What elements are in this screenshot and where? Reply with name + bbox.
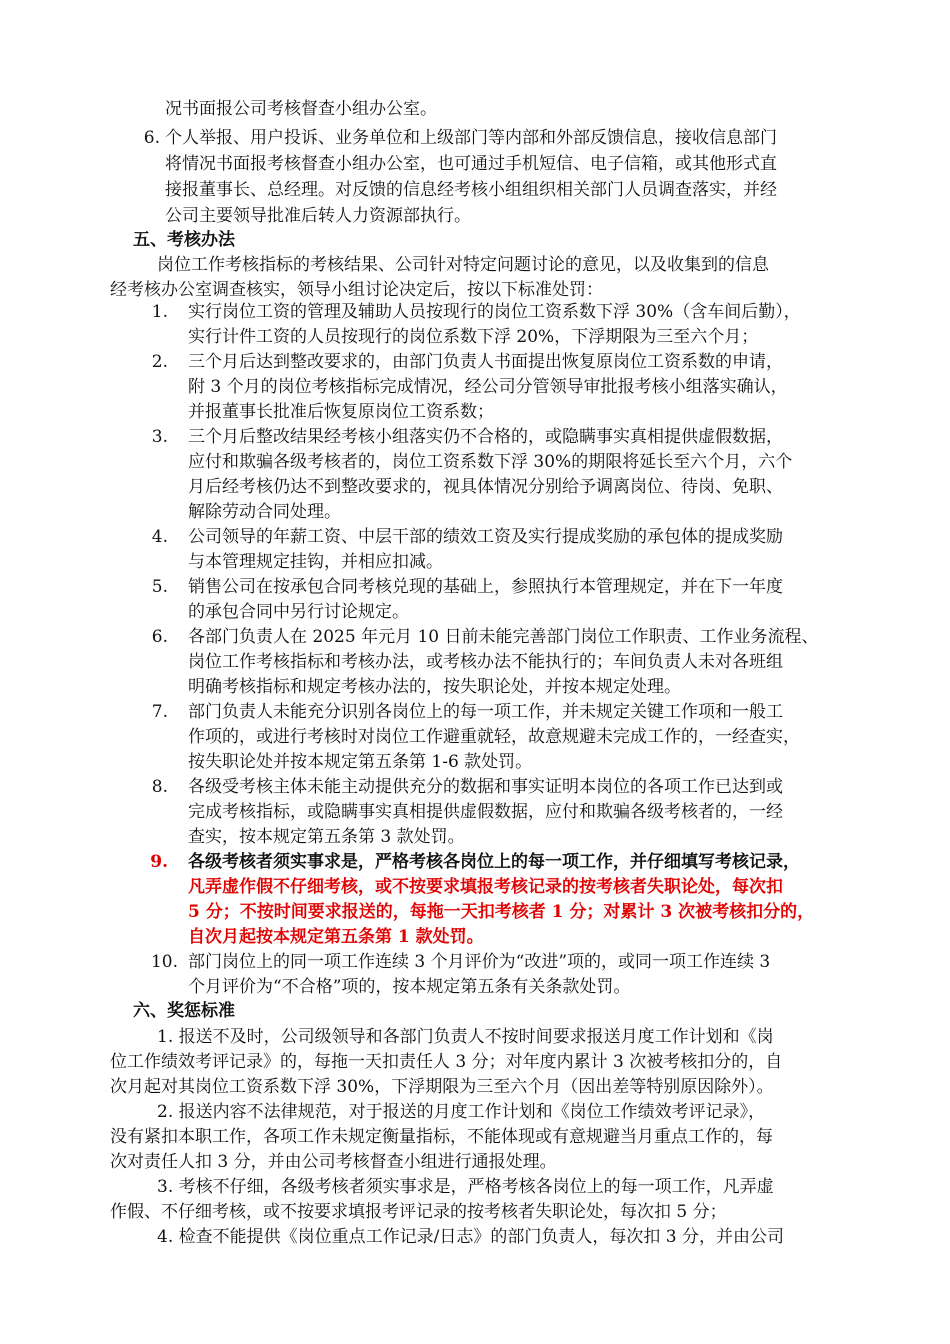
- list-item-number: 7.: [151, 702, 168, 722]
- list-item-line: 岗位工作考核指标和考核办法，或考核办法不能执行的；车间负责人未对各班组: [188, 652, 783, 672]
- list-item-line: 明确考核指标和规定考核办法的，按失职论处，并按本规定处理。: [188, 677, 681, 697]
- list-item-line: 三个月后达到整改要求的，由部门负责人书面提出恢复原岗位工资系数的申请，: [188, 352, 783, 372]
- list-item-number: 9.: [150, 852, 168, 872]
- list-item-line: 附 3 个月的岗位考核指标完成情况，经公司分管领导审批报考核小组落实确认，: [188, 377, 788, 397]
- list-item-line: 销售公司在按承包合同考核兑现的基础上，参照执行本管理规定，并在下一年度: [188, 577, 783, 597]
- list-item-line: 个人举报、用户投诉、业务单位和上级部门等内部和外部反馈信息，接收信息部门: [165, 128, 777, 148]
- list-item-number: 10.: [150, 952, 178, 972]
- paragraph-line: 位工作绩效考评记录》的，每拖一天扣责任人 3 分；对年度内累计 3 次被考核扣分的，自: [110, 1052, 783, 1072]
- top-item-continuation: 况书面报公司考核督查小组办公室。: [165, 99, 437, 119]
- list-item-line: 解除劳动合同处理。: [188, 502, 341, 522]
- list-item-line: 各部门负责人在 2025 年元月 10 日前未能完善部门岗位工作职责、工作业务流程、: [188, 627, 819, 647]
- list-item-line: 完成考核指标，或隐瞒事实真相提供虚假数据，应付和欺骗各级考核者的，一经: [188, 802, 783, 822]
- paragraph-line: 3. 考核不仔细，各级考核者须实事求是，严格考核各岗位上的每一项工作，凡弄虚: [157, 1177, 774, 1197]
- paragraph-line: 次月起对其岗位工资系数下浮 30%，下浮期限为三至六个月（因出差等特别原因除外）。: [110, 1077, 774, 1097]
- list-item-line: 与本管理规定挂钩，并相应扣减。: [188, 552, 443, 572]
- list-item-number: 6.: [143, 128, 160, 148]
- list-item-line: 自次月起按本规定第五条第 1 款处罚。: [188, 927, 484, 947]
- paragraph-line: 4. 检查不能提供《岗位重点工作记录/日志》的部门负责人，每次扣 3 分，并由公司: [157, 1227, 784, 1247]
- paragraph-line: 次对责任人扣 3 分，并由公司考核督查小组进行通报处理。: [110, 1152, 557, 1172]
- section-5-intro-line: 岗位工作考核指标的考核结果、公司针对特定问题讨论的意见，以及收集到的信息: [157, 255, 769, 275]
- section-6-heading: 六、奖惩标准: [133, 1001, 235, 1021]
- list-item-line: 各级考核者须实事求是，严格考核各岗位上的每一项工作，并仔细填写考核记录，: [188, 852, 800, 872]
- list-item-line: 公司主要领导批准后转人力资源部执行。: [165, 206, 471, 226]
- paragraph-line: 没有紧扣本职工作，各项工作未规定衡量指标，不能体现或有意规避当月重点工作的，每: [110, 1127, 773, 1147]
- list-item-line: 实行岗位工资的管理及辅助人员按现行的岗位工资系数下浮 30%（含车间后勤），: [188, 302, 801, 322]
- list-item-line: 查实，按本规定第五条第 3 款处罚。: [188, 827, 465, 847]
- list-item-number: 6.: [151, 627, 168, 647]
- list-item-line: 的承包合同中另行讨论规定。: [188, 602, 409, 622]
- list-item-line: 三个月后整改结果经考核小组落实仍不合格的，或隐瞒事实真相提供虚假数据，: [188, 427, 783, 447]
- list-item-line: 各级受考核主体未能主动提供充分的数据和事实证明本岗位的各项工作已达到或: [188, 777, 783, 797]
- paragraph-line: 2. 报送内容不法律规范，对于报送的月度工作计划和《岗位工作绩效考评记录》，: [157, 1102, 766, 1122]
- list-item-number: 5.: [151, 577, 168, 597]
- list-item-line: 应付和欺骗各级考核者的，岗位工资系数下浮 30%的期限将延长至六个月，六个: [188, 452, 793, 472]
- list-item-line: 并报董事长批准后恢复原岗位工资系数；: [188, 402, 494, 422]
- list-item-line: 作项的，或进行考核时对岗位工作避重就轻，故意规避未完成工作的，一经查实，: [188, 727, 800, 747]
- list-item-number: 3.: [151, 427, 168, 447]
- paragraph-line: 1. 报送不及时，公司级领导和各部门负责人不按时间要求报送月度工作计划和《岗: [157, 1027, 774, 1047]
- list-item-line: 将情况书面报考核督查小组办公室，也可通过手机短信、电子信箱，或其他形式直: [165, 154, 777, 174]
- list-item-line: 接报董事长、总经理。对反馈的信息经考核小组组织相关部门人员调查落实，并经: [165, 180, 777, 200]
- list-item-number: 2.: [151, 352, 168, 372]
- section-5-intro-line: 经考核办公室调查核实，领导小组讨论决定后，按以下标准处罚：: [110, 280, 603, 300]
- list-item-line: 公司领导的年薪工资、中层干部的绩效工资及实行提成奖励的承包体的提成奖励: [188, 527, 783, 547]
- list-item-line: 凡弄虚作假不仔细考核，或不按要求填报考核记录的按考核者失职论处，每次扣: [188, 877, 783, 897]
- list-item-line: 部门负责人未能充分识别各岗位上的每一项工作，并未规定关键工作项和一般工: [188, 702, 783, 722]
- section-5-heading: 五、考核办法: [133, 230, 235, 250]
- list-item-line: 按失职论处并按本规定第五条第 1-6 款处罚。: [188, 752, 533, 772]
- list-item-line: 月后经考核仍达不到整改要求的，视具体情况分别给予调离岗位、待岗、免职、: [188, 477, 783, 497]
- list-item-line: 实行计件工资的人员按现行的岗位系数下浮 20%，下浮期限为三至六个月；: [188, 327, 759, 347]
- list-item-line: 个月评价为“不合格”项的，按本规定第五条有关条款处罚。: [188, 977, 631, 997]
- list-item-line: 5 分；不按时间要求报送的，每拖一天扣考核者 1 分；对累计 3 次被考核扣分的，: [188, 902, 815, 922]
- list-item-number: 8.: [151, 777, 168, 797]
- list-item-number: 1.: [151, 302, 168, 322]
- paragraph-line: 作假、不仔细考核，或不按要求填报考评记录的按考核者失职论处，每次扣 5 分；: [110, 1202, 727, 1222]
- list-item-number: 4.: [151, 527, 168, 547]
- list-item-line: 部门岗位上的同一项工作连续 3 个月评价为“改进”项的，或同一项工作连续 3: [188, 952, 771, 972]
